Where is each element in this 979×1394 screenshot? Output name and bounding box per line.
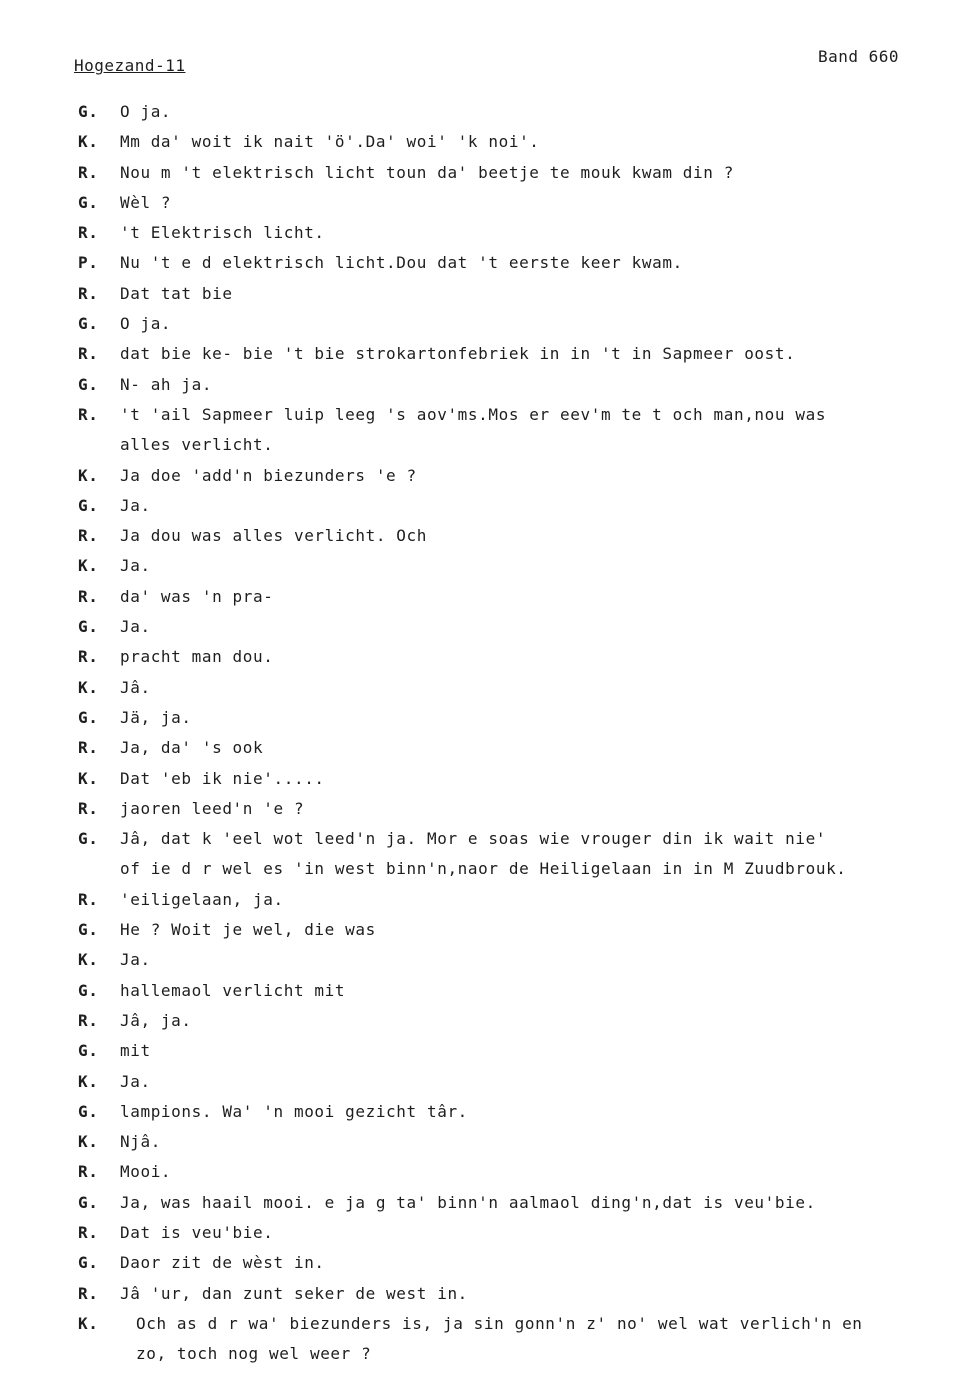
speaker-label: K.: [78, 132, 99, 152]
speaker-label: R.: [78, 1010, 99, 1030]
speaker-label: K.: [78, 950, 99, 970]
utterance-text: Jâ, ja.: [120, 1010, 192, 1030]
speaker-label: K.: [78, 1132, 99, 1152]
utterance-text: Jâ 'ur, dan zunt seker de west in.: [120, 1283, 468, 1303]
transcript-line: [0, 1284, 979, 1314]
speaker-label: R.: [78, 889, 99, 909]
utterance-text: He ? Woit je wel, die was: [120, 920, 376, 940]
utterance-text: O ja.: [120, 314, 172, 334]
transcript-line: [0, 738, 979, 768]
utterance-text: Wèl ?: [120, 192, 172, 212]
transcript-lines: [0, 102, 979, 1374]
utterance-text: N- ah ja.: [120, 374, 213, 394]
utterance-text: dat bie ke- bie 't bie strokartonfebriek in in 't in Sapmeer oost.: [120, 344, 796, 364]
transcript-line: [0, 466, 979, 496]
utterance-text: Ja.: [120, 950, 151, 970]
utterance-text: Njâ.: [120, 1132, 161, 1152]
speaker-label: R.: [78, 738, 99, 758]
transcript-line: [0, 1041, 979, 1071]
transcript-line: [0, 678, 979, 708]
utterance-text: Dat tat bie: [120, 283, 233, 303]
transcript-line: [0, 617, 979, 647]
transcript-line: [0, 769, 979, 799]
transcript-line: [0, 556, 979, 586]
speaker-label: R.: [78, 1162, 99, 1182]
transcript-line: [0, 1314, 979, 1344]
transcript-line: [0, 829, 979, 859]
utterance-text: 't 'ail Sapmeer luip leeg 's aov'ms.Mos er eev'm te t och man,nou was: [120, 404, 827, 424]
transcript-line: [0, 1253, 979, 1283]
speaker-label: G.: [78, 1253, 99, 1273]
speaker-label: R.: [78, 344, 99, 364]
transcript-line: [0, 1072, 979, 1102]
utterance-text: O ja.: [120, 102, 172, 121]
utterance-text: Jâ.: [120, 677, 151, 697]
speaker-label: R.: [78, 1283, 99, 1303]
speaker-label: P.: [78, 253, 99, 273]
speaker-label: G.: [78, 1101, 99, 1121]
transcript-line: [0, 284, 979, 314]
speaker-label: R.: [78, 586, 99, 606]
transcript-line: [0, 163, 979, 193]
transcript-line: [0, 1223, 979, 1253]
transcript-continuation-line: [0, 859, 979, 889]
transcript-line: [0, 223, 979, 253]
speaker-label: R.: [78, 223, 99, 243]
utterance-text: alles verlicht.: [120, 435, 274, 455]
speaker-label: K.: [78, 556, 99, 576]
speaker-label: G.: [78, 980, 99, 1000]
speaker-label: R.: [78, 647, 99, 667]
utterance-text: Dat is veu'bie.: [120, 1222, 274, 1242]
utterance-text: Ja doe 'add'n biezunders 'e ?: [120, 465, 417, 485]
transcript-line: [0, 890, 979, 920]
transcript-line: [0, 526, 979, 556]
transcript-line: [0, 1102, 979, 1132]
transcript-line: [0, 132, 979, 162]
page-label: Band 660: [818, 47, 900, 66]
transcript-line: [0, 1193, 979, 1223]
utterance-text: da' was 'n pra-: [120, 586, 274, 606]
document-title: Hogezand-11: [74, 56, 186, 75]
transcript-line: [0, 587, 979, 617]
speaker-label: G.: [78, 192, 99, 212]
speaker-label: K.: [78, 1313, 99, 1333]
transcript-line: [0, 1132, 979, 1162]
speaker-label: G.: [78, 1041, 99, 1061]
transcript-line: [0, 375, 979, 405]
speaker-label: G.: [78, 374, 99, 394]
speaker-label: R.: [78, 798, 99, 818]
transcript-line: [0, 950, 979, 980]
utterance-text: Dat 'eb ik nie'.....: [120, 768, 325, 788]
utterance-text: lampions. Wa' 'n mooi gezicht târ.: [120, 1101, 468, 1121]
speaker-label: G.: [78, 102, 99, 121]
speaker-label: G.: [78, 920, 99, 940]
utterance-text: Ja, was haail mooi. e ja g ta' binn'n aalmaol ding'n,dat is veu'bie.: [120, 1192, 816, 1212]
utterance-text: Nou m 't elektrisch licht toun da' beetje te mouk kwam din ?: [120, 162, 734, 182]
utterance-text: pracht man dou.: [120, 647, 274, 667]
speaker-label: R.: [78, 526, 99, 546]
utterance-text: Och as d r wa' biezunders is, ja sin gonn'n z' no' wel wat verlich'n en: [136, 1313, 863, 1333]
utterance-text: Ja.: [120, 556, 151, 576]
utterance-text: Nu 't e d elektrisch licht.Dou dat 't eerste keer kwam.: [120, 253, 683, 273]
transcript-line: [0, 708, 979, 738]
utterance-text: Ja dou was alles verlicht. Och: [120, 526, 427, 546]
utterance-text: Jâ, dat k 'eel wot leed'n ja. Mor e soas wie vrouger din ik wait nie': [120, 829, 827, 849]
speaker-label: K.: [78, 465, 99, 485]
speaker-label: K.: [78, 677, 99, 697]
utterance-text: Daor zit de wèst in.: [120, 1253, 325, 1273]
utterance-text: Mm da' woit ik nait 'ö'.Da' woi' 'k noi'.: [120, 132, 540, 152]
speaker-label: R.: [78, 1222, 99, 1242]
speaker-label: G.: [78, 707, 99, 727]
transcript-line: [0, 1162, 979, 1192]
speaker-label: R.: [78, 404, 99, 424]
transcript-line: [0, 193, 979, 223]
utterance-text: mit: [120, 1041, 151, 1061]
utterance-text: jaoren leed'n 'e ?: [120, 798, 305, 818]
transcript-line: [0, 253, 979, 283]
utterance-text: Ja.: [120, 1071, 151, 1091]
utterance-text: Mooi.: [120, 1162, 172, 1182]
speaker-label: K.: [78, 1071, 99, 1091]
speaker-label: G.: [78, 1192, 99, 1212]
transcript-line: [0, 344, 979, 374]
transcript-continuation-line: [0, 435, 979, 465]
utterance-text: Jä, ja.: [120, 707, 192, 727]
speaker-label: G.: [78, 314, 99, 334]
utterance-text: of ie d r wel es 'in west binn'n,naor de Heiligelaan in in M Zuudbrouk.: [120, 859, 847, 879]
utterance-text: Ja.: [120, 495, 151, 515]
speaker-label: R.: [78, 162, 99, 182]
transcript-line: [0, 314, 979, 344]
utterance-text: zo, toch nog wel weer ?: [136, 1344, 372, 1364]
transcript-line: [0, 102, 979, 132]
transcript-line: [0, 920, 979, 950]
speaker-label: K.: [78, 768, 99, 788]
transcript-line: [0, 799, 979, 829]
speaker-label: G.: [78, 829, 99, 849]
speaker-label: G.: [78, 617, 99, 637]
speaker-label: G.: [78, 495, 99, 515]
utterance-text: Ja, da' 's ook: [120, 738, 264, 758]
transcript-continuation-line: [0, 1344, 979, 1374]
transcript-line: [0, 405, 979, 435]
utterance-text: Ja.: [120, 617, 151, 637]
transcript-line: [0, 496, 979, 526]
speaker-label: R.: [78, 283, 99, 303]
transcript-line: [0, 981, 979, 1011]
utterance-text: hallemaol verlicht mit: [120, 980, 346, 1000]
transcript-line: [0, 647, 979, 677]
utterance-text: 'eiligelaan, ja.: [120, 889, 284, 909]
utterance-text: 't Elektrisch licht.: [120, 223, 325, 243]
transcript-line: [0, 1011, 979, 1041]
